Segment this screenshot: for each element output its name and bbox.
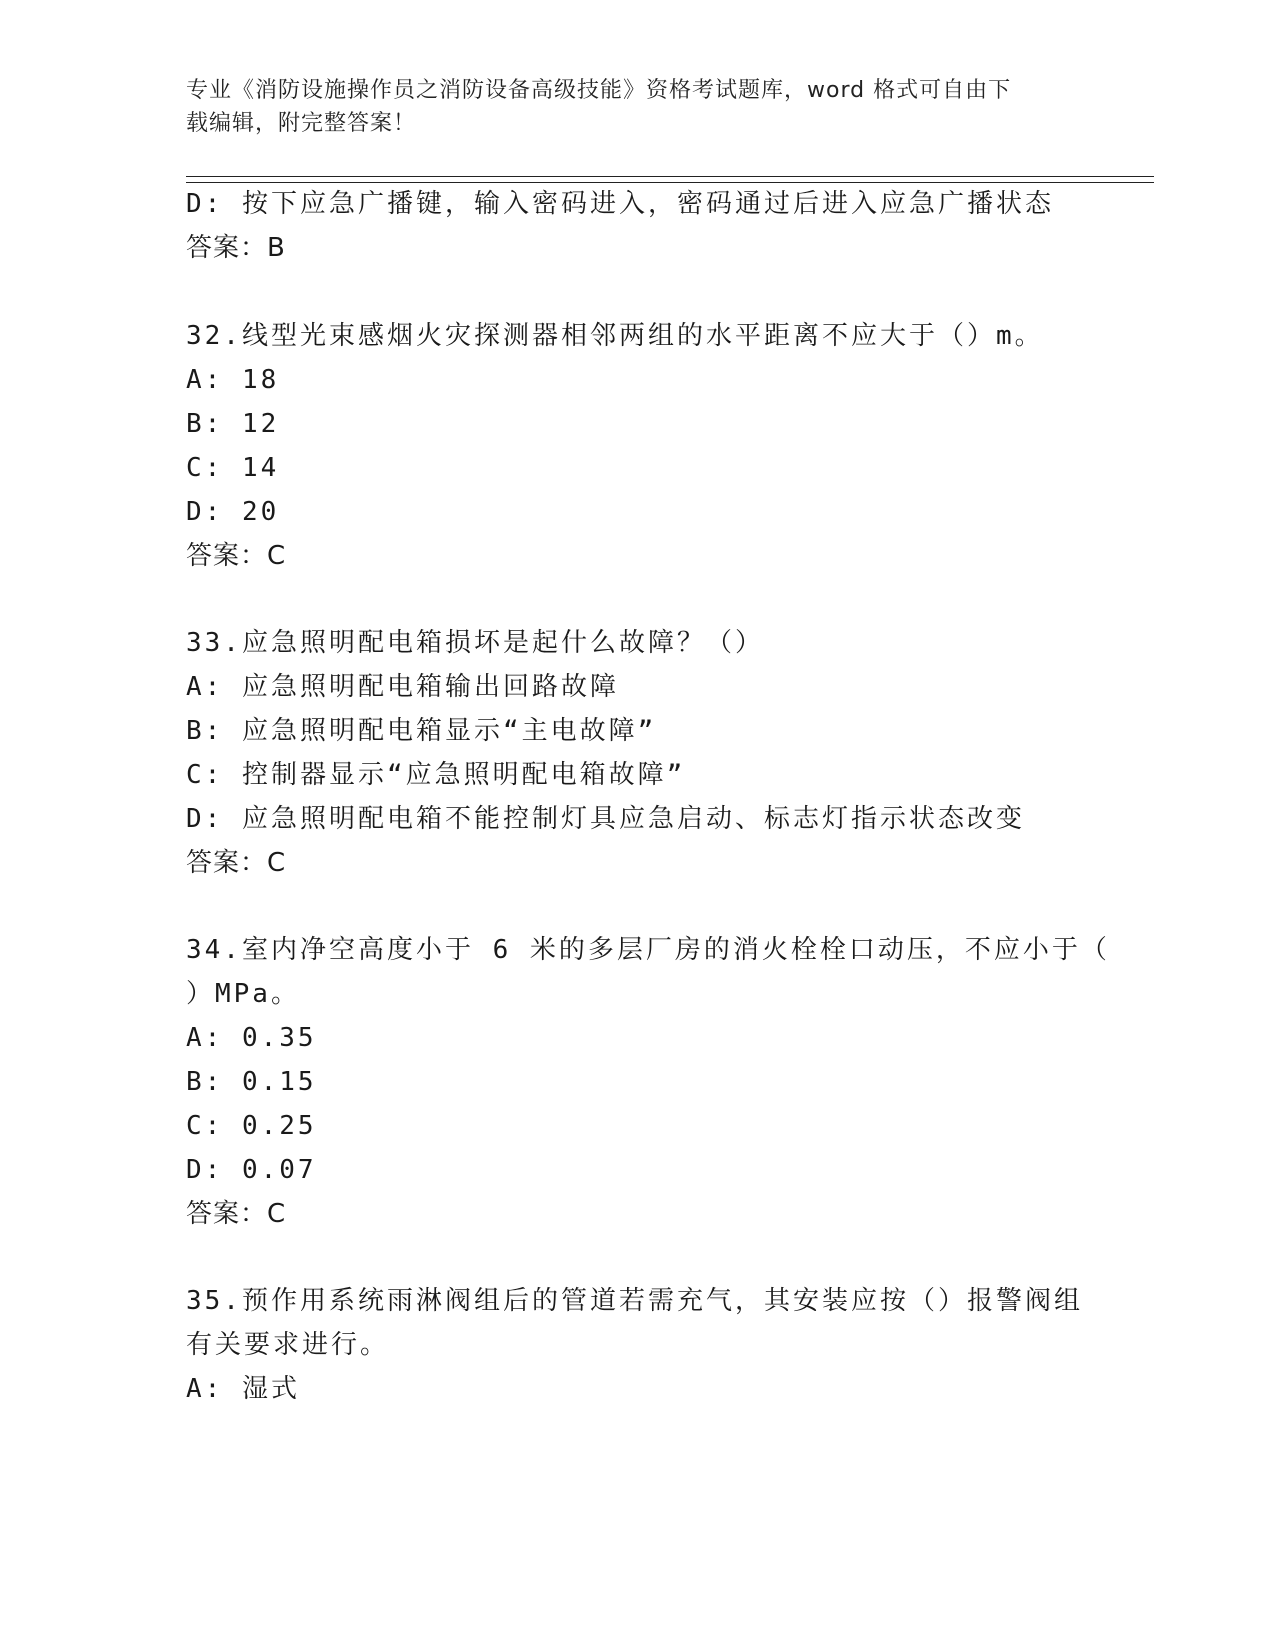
q34-answer: 答案：C bbox=[186, 1199, 287, 1229]
q32-option-b: B: 12 bbox=[186, 409, 280, 439]
q35-stem-line-1: 35.预作用系统雨淋阀组后的管道若需充气，其安装应按（）报警阀组 bbox=[186, 1286, 1083, 1316]
q32-answer: 答案：C bbox=[186, 541, 287, 571]
document-header bbox=[186, 74, 1086, 140]
q34-option-d: D: 0.07 bbox=[186, 1155, 317, 1185]
q35-option-a: A: 湿式 bbox=[186, 1374, 300, 1404]
q33-answer: 答案：C bbox=[186, 848, 287, 878]
header-line-1: 专业《消防设施操作员之消防设备高级技能》资格考试题库，word 格式可自由下 bbox=[186, 78, 1012, 103]
q33-option-c: C: 控制器显示“应急照明配电箱故障” bbox=[186, 760, 686, 790]
q33-option-b: B: 应急照明配电箱显示“主电故障” bbox=[186, 716, 657, 746]
q35-stem-line-2: 有关要求进行。 bbox=[186, 1330, 390, 1360]
header-line-2: 载编辑，附完整答案！ bbox=[186, 111, 417, 136]
q32-option-a: A: 18 bbox=[186, 365, 280, 395]
q34-option-b: B: 0.15 bbox=[186, 1067, 317, 1097]
prev-answer: 答案：B bbox=[186, 233, 286, 263]
q34-stem-line-2: ）MPa。 bbox=[186, 979, 300, 1009]
q34-option-a: A: 0.35 bbox=[186, 1023, 317, 1053]
q32-option-d: D: 20 bbox=[186, 497, 280, 527]
header-divider-bottom bbox=[186, 182, 1154, 183]
prev-option-d: D: 按下应急广播键，输入密码进入，密码通过后进入应急广播状态 bbox=[186, 189, 1054, 219]
q34-option-c: C: 0.25 bbox=[186, 1111, 317, 1141]
q34-stem-line-1: 34.室内净空高度小于 6 米的多层厂房的消火栓栓口动压，不应小于（ bbox=[186, 935, 1110, 965]
q33-option-d: D: 应急照明配电箱不能控制灯具应急启动、标志灯指示状态改变 bbox=[186, 804, 1025, 834]
q33-option-a: A: 应急照明配电箱输出回路故障 bbox=[186, 672, 619, 702]
q32-option-c: C: 14 bbox=[186, 453, 280, 483]
q33-stem: 33.应急照明配电箱损坏是起什么故障？（） bbox=[186, 628, 764, 658]
q32-stem: 32.线型光束感烟火灾探测器相邻两组的水平距离不应大于（）m。 bbox=[186, 321, 1044, 351]
header-divider-top bbox=[186, 176, 1154, 177]
